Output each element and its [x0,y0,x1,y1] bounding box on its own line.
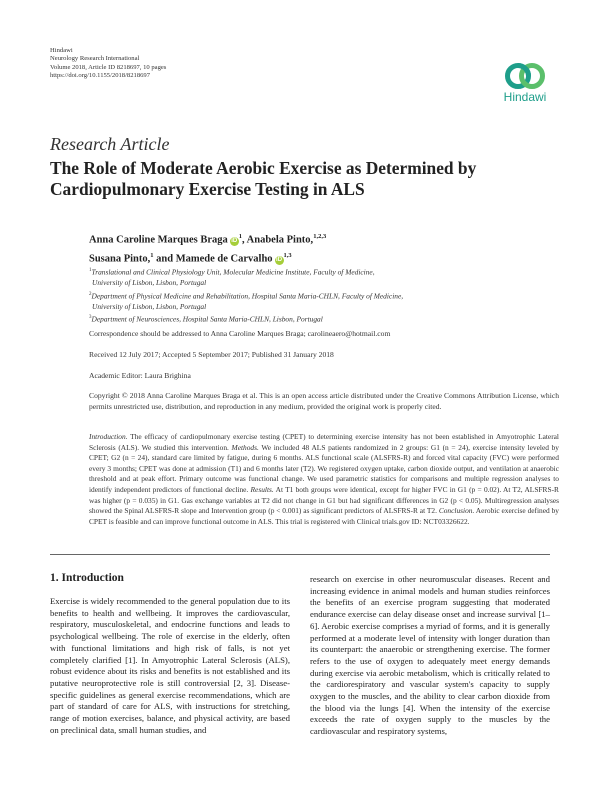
abstract-label-introduction: Introduction. [89,432,128,441]
affiliation: $^1$Translational and Clinical Physiology Unit, Molecular Medicine Institute, Faculty of Medicine, University of Lisbon, Lisbon, Portugal [89,267,375,288]
abstract-label-conclusion: Conclusion. [438,506,475,516]
correspondence: Correspondence should be addressed to Anna Caroline Marques Braga; carolineaero@hotmail.com [89,329,391,338]
author-name[interactable]: Anabela Pinto, [246,234,314,246]
abstract-label-methods: Methods. [231,442,259,452]
academic-editor: Academic Editor: Laura Brighina [89,371,191,380]
doi-link[interactable]: https://doi.org/10.1155/2018/8218697 [50,72,151,80]
author-list: Anna Caroline Marques Braga $iD^1$, Anabela Pinto,$^{1,2,3}$ Susana Pinto,$^1$ and Mamede de Carvalho iD$^{1,3}$ [89,233,327,265]
author-affiliation-ref: 1 [150,252,154,259]
paper-title: The Role of Moderate Aerobic Exercise as Determined by Cardiopulmonary Exercise Testing in ALS [50,158,477,199]
journal-name: Neurology Research International [50,55,140,63]
author-affiliation-ref: 1,3 [283,252,292,259]
copyright-notice: Copyright © 2018 Anna Caroline Marques Braga et al. This is an open access article distributed under the Creative Commons Attribution License, which permits unrestricted use, distribution, and reproduction in any medium, provided the original work is properly cited. [89,391,559,411]
article-type: Research Article [50,134,170,154]
affiliation: $^3$Department of Neurosciences, Hospital Santa Maria-CHLN, Lisbon, Portugal [89,314,323,324]
affiliation: $^2$Department of Physical Medicine and Rehabilitation, Hospital Santa Maria-CHLN, Faculty of Medicine, University of Lisbon, Lisbon, Portugal [89,291,404,311]
body-column-left: Exercise is widely recommended to the general population due to its benefits to health and wellbeing. It improves the cardiovascular, respiratory, musculoskeletal, and endocrine functions and leads to psychological wellbeing. The role of exercise in the elderly, often with functional limitations and high risk of falls, is not yet completely clarified [1]. In Amyotrophic Lateral Sclerosis (ALS), robust evidence about its risks and benefits is not established and its putative neuroprotective role is still controversial [2, 3]. Disease-specific guidelines as general exercise recommendations, which are part of standard of care for ALS, with instructions for stretching, range of motion exercises, balance, and physical activity, are based on preclinical data, small human studies, and [50,596,290,735]
logo-text: Hindawi [503,90,547,104]
abstract: Introduction. The efficacy of cardiopulmonary exercise testing (CPET) to determining exercise intensity has not been established in Amyotrophic Lateral Sclerosis (ALS). We studied this intervention. Methods. We included 48 ALS patients randomized in 2 groups: G1 (n = 24), exercise intensity leveled by CPET; G2 (n = 24), standard care limited by fatigue, during 6 months. ALS functional scale (ALSFRS-R) and forced vital capacity (FVC) were performed every 3 months; CPET was done at admission (T1) and 6 months later (T2). We registered oxygen uptake, carbon dioxide output, and ventilation at anaerobic threshold and at peak effort. Primary outcome was functional change. We used parametric statistics for comparisons and multiple regression analyses to identify independent predictors of functional decline. Results. At T1 both groups were identical, except for higher FVC in G1 (p = 0.02). At T2, ALSFRS-R was higher (p = 0.035) in G1. Gas exchange variables at T2 did not change in G1 but had significant differences in G2 (p < 0.05). Multiregression analyses showed the Spinal ALSFRS-R slope and Intervention group (p < 0.001) as significant predictors of ALSFRS-R at T2. Conclusion. Aerobic exercise defined by CPET is feasible and can improve functional outcome in ALS. This trial is registered with Clinical trials.gov ID: NCT03326622. [89,432,559,526]
author-name[interactable]: Susana Pinto, [89,253,151,265]
section-heading: 1. Introduction [50,572,124,584]
orcid-icon[interactable]: iD [231,237,238,244]
affiliations [89,266,559,326]
journal-metadata [50,47,166,81]
body-column-right: research on exercise in other neuromuscular diseases. Recent and increasing evidence in animal models and human studies reinforces the benefits of an exercise program suggesting that moderated endurance exercise can delay disease onset and increase survival [1–6]. Aerobic exercise comprises a myriad of forms, and it is generally performed at a moderate level of intensity with longer duration than its counterpart: the anaerobic or strengthening exercise. The former refers to the use of oxygen to adequately meet energy demands during exercise via aerobic metabolism, which is critically related to the cardiorespiratory and vascular system's capacity to supply oxygen to the muscles, and the ability to clear carbon dioxide from the blood via the lungs [4]. When the intensity of the exercise exceeds the rate of oxygen supply to the muscles by the cardiovascular and respiratory systems, [310,574,550,737]
author-name[interactable]: Mamede de Carvalho [175,253,273,265]
author-affiliation-ref: 1 [238,233,242,240]
publication-dates: Received 12 July 2017; Accepted 5 September 2017; Published 31 January 2018 [89,350,334,359]
section-divider [50,554,550,555]
abstract-label-results: Results. [250,484,274,494]
author-affiliation-ref: 1,2,3 [313,233,327,240]
orcid-icon[interactable]: iD [276,256,283,263]
volume-line: Volume 2018, Article ID 8218697, 10 pages [50,63,167,71]
publisher-name: Hindawi [50,47,73,54]
author-name[interactable]: Anna Caroline Marques Braga [89,234,228,246]
